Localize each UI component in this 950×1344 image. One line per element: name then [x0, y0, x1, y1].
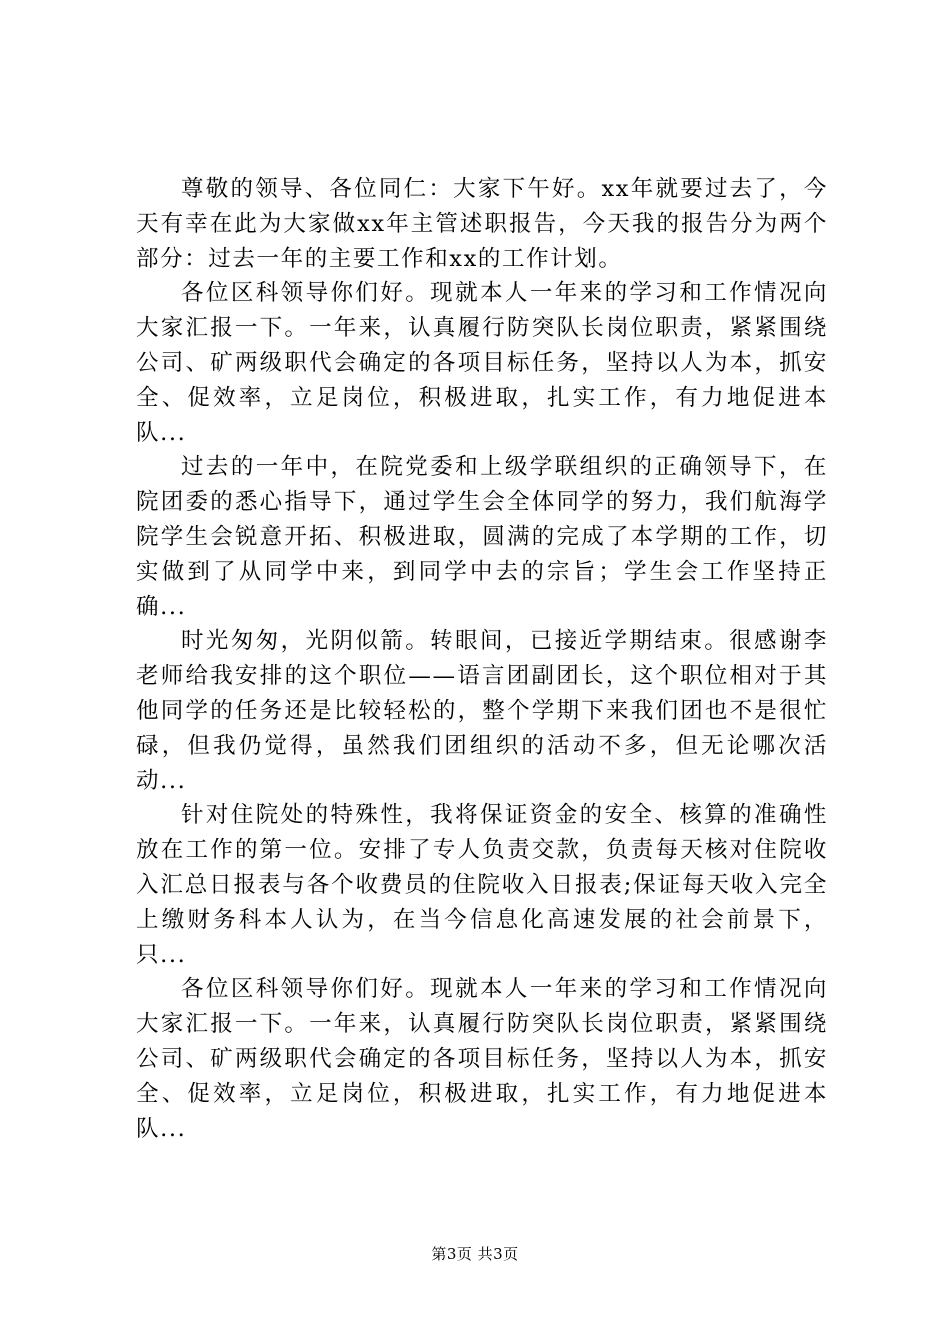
paragraph-4: 时光匆匆，光阴似箭。转眼间，已接近学期结束。很感谢李老师给我安排的这个职位——语言团副团长，这个职位相对于其他同学的任务还是比较轻松的，整个学期下来我们团也不是很忙碌，但我仍觉得，虽然我们团组织的活动不多，但无论哪次活动... — [136, 628, 828, 794]
paragraph-6: 各位区科领导你们好。现就本人一年来的学习和工作情况向大家汇报一下。一年来，认真履行防突队长岗位职责，紧紧围绕公司、矿两级职代会确定的各项目标任务，坚持以人为本，抓安全、促效率，立足岗位，积极进取，扎实工作，有力地促进本队... — [136, 976, 828, 1142]
paragraph-3: 过去的一年中，在院党委和上级学联组织的正确领导下，在院团委的悉心指导下，通过学生会全体同学的努力，我们航海学院学生会锐意开拓、积极进取，圆满的完成了本学期的工作，切实做到了从同学中来，到同学中去的宗旨；学生会工作坚持正确... — [136, 454, 828, 620]
document-body — [136, 172, 828, 1146]
paragraph-2: 各位区科领导你们好。现就本人一年来的学习和工作情况向大家汇报一下。一年来，认真履行防突队长岗位职责，紧紧围绕公司、矿两级职代会确定的各项目标任务，坚持以人为本，抓安全、促效率，立足岗位，积极进取，扎实工作，有力地促进本队... — [136, 280, 828, 446]
paragraph-5: 针对住院处的特殊性，我将保证资金的安全、核算的准确性放在工作的第一位。安排了专人负责交款，负责每天核对住院收入汇总日报表与各个收费员的住院收入日报表;保证每天收入完全上缴财务科本人认为，在当今信息化高速发展的社会前景下，只... — [136, 802, 828, 968]
page-number-label: 第3页 共3页 — [431, 1245, 519, 1263]
page-footer — [0, 1244, 950, 1264]
paragraph-1: 尊敬的领导、各位同仁：大家下午好。xx年就要过去了，今天有幸在此为大家做xx年主管述职报告，今天我的报告分为两个部分：过去一年的主要工作和xx的工作计划。 — [136, 176, 828, 272]
